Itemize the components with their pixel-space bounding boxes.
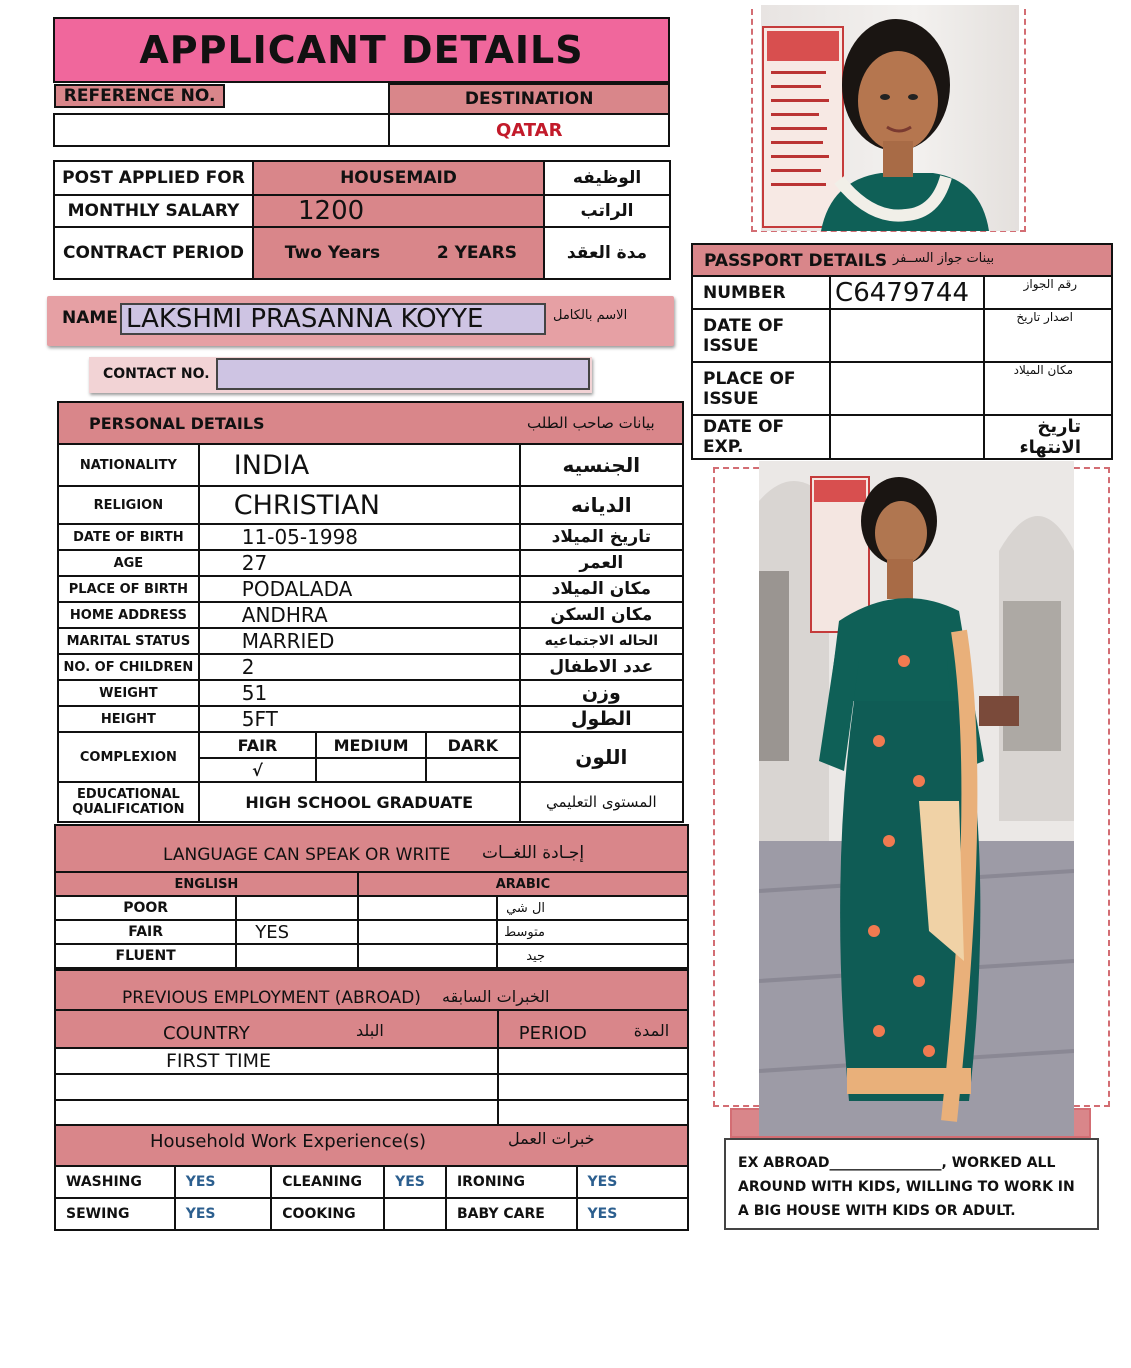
personal-row (58, 680, 683, 706)
education-label: EDUCATIONAL QUALIFICATION (58, 782, 199, 822)
personal-row-ar: مكان الميلاد (520, 576, 683, 602)
personal-row (58, 486, 683, 524)
name-ar: الاسم بالكامل (553, 308, 628, 323)
language-arabic-label: ال شي (497, 896, 688, 920)
personal-header (57, 401, 684, 445)
language-row (55, 920, 688, 944)
language-table (54, 871, 689, 969)
name-bar (47, 296, 674, 346)
passport-title: PASSPORT DETAILS (704, 251, 888, 271)
contact-label: CONTACT NO. (103, 366, 210, 382)
household-task-label: COOKING (271, 1198, 384, 1230)
employment-country-ar: البلد (356, 1021, 384, 1040)
employment-country-label: COUNTRY (163, 1023, 250, 1044)
personal-row-ar: الحاله الاجتماعيه (520, 628, 683, 654)
contract-value-2: 2 YEARS (411, 227, 544, 279)
complexion-dark: DARK (426, 732, 520, 758)
personal-row-value: CHRISTIAN (199, 486, 520, 524)
passport-issue-place-label: PLACE OF ISSUE (692, 362, 830, 415)
language-arabic-value (358, 944, 497, 968)
employment-title: PREVIOUS EMPLOYMENT (ABROAD) (122, 988, 421, 1008)
employment-period-value (498, 1048, 688, 1074)
household-task-value (384, 1198, 446, 1230)
household-task-value: YES (577, 1166, 688, 1198)
post-value: HOUSEMAID (253, 161, 544, 195)
complexion-medium: MEDIUM (316, 732, 426, 758)
language-english-value (236, 896, 358, 920)
personal-row (58, 576, 683, 602)
passport-issue-date-ar: اصدار تاريخ (984, 309, 1112, 362)
language-title-ar: إجـادة اللغــات (482, 843, 585, 863)
passport-issue-place-value (830, 362, 984, 415)
language-arabic-header: ARABIC (358, 872, 688, 896)
household-table (54, 1165, 689, 1231)
name-label: NAME (62, 308, 118, 328)
personal-row (58, 524, 683, 550)
personal-row-label: HOME ADDRESS (58, 602, 199, 628)
passport-title-ar: بينات جواز الســفر (893, 251, 995, 266)
personal-row-value: 5FT (199, 706, 520, 732)
complexion-fair-mark: √ (199, 758, 316, 782)
personal-row (58, 706, 683, 732)
language-row (55, 944, 688, 968)
passport-number-label: NUMBER (692, 276, 830, 309)
household-task-value: YES (577, 1198, 688, 1230)
passport-table (691, 275, 1113, 460)
language-arabic-label: متوسط (497, 920, 688, 944)
education-value: HIGH SCHOOL GRADUATE (199, 782, 520, 822)
language-level: FAIR (55, 920, 236, 944)
personal-row-value: MARRIED (199, 628, 520, 654)
contact-bar (89, 357, 592, 393)
passport-issue-place-ar: مكان الميلاد (984, 362, 1112, 415)
full-photo (759, 461, 1074, 1136)
household-task-value: YES (175, 1198, 272, 1230)
personal-row (58, 602, 683, 628)
employment-period-label: PERIOD (518, 1023, 587, 1044)
household-row (55, 1198, 688, 1230)
household-header (54, 1124, 689, 1167)
salary-value: 1200 (253, 195, 544, 227)
passport-exp-value (830, 415, 984, 459)
employment-row (55, 1074, 688, 1100)
passport-number-ar: رقم الجواز (984, 276, 1112, 309)
education-ar: المستوى التعليمي (520, 782, 683, 822)
name-field[interactable]: LAKSHMI PRASANNA KOYYE (120, 303, 546, 335)
contact-field[interactable] (216, 358, 590, 390)
destination-label: DESTINATION (389, 84, 669, 114)
complexion-dark-mark (426, 758, 520, 782)
post-label: POST APPLIED FOR (54, 161, 253, 195)
employment-country-value (55, 1074, 498, 1100)
personal-row-ar: الطول (520, 706, 683, 732)
household-task-label: WASHING (55, 1166, 175, 1198)
language-english-value (236, 944, 358, 968)
personal-row (58, 550, 683, 576)
personal-row-label: AGE (58, 550, 199, 576)
personal-row-label: MARITAL STATUS (58, 628, 199, 654)
language-english-header: ENGLISH (55, 872, 358, 896)
employment-title-ar: الخبرات السابقه (442, 987, 550, 1006)
complexion-ar: اللون (520, 732, 683, 782)
personal-row-ar: وزن (520, 680, 683, 706)
portrait-illustration (761, 5, 1019, 231)
salary-label: MONTHLY SALARY (54, 195, 253, 227)
personal-row-ar: عدد الاطفال (520, 654, 683, 680)
household-title: Household Work Experience(s) (150, 1131, 427, 1152)
page-title: APPLICANT DETAILS (53, 17, 670, 83)
personal-row-value: PODALADA (199, 576, 520, 602)
personal-row-value: 2 (199, 654, 520, 680)
language-arabic-label: جيد (497, 944, 688, 968)
passport-exp-ar: تاريخ الانتهاء (984, 415, 1112, 459)
personal-row (58, 444, 683, 486)
passport-number-value: C6479744 (830, 276, 984, 309)
complexion-label: COMPLEXION (58, 732, 199, 782)
passport-exp-label: DATE OF EXP. (692, 415, 830, 459)
reference-value (54, 114, 389, 146)
employment-country-value (55, 1100, 498, 1126)
contract-value-1: Two Years (253, 227, 411, 279)
destination-value: QATAR (389, 114, 669, 146)
personal-title-ar: بيانات صاحب الطلب (527, 414, 655, 432)
personal-row-value: ANDHRA (199, 602, 520, 628)
language-english-value: YES (236, 920, 358, 944)
personal-row-label: HEIGHT (58, 706, 199, 732)
employment-row (55, 1100, 688, 1126)
personal-row-ar: الديانه (520, 486, 683, 524)
passport-issue-date-value (830, 309, 984, 362)
portrait-photo (761, 5, 1019, 231)
personal-row-ar: الجنسيه (520, 444, 683, 486)
household-title-ar: خبرات العمل (508, 1129, 595, 1148)
personal-title: PERSONAL DETAILS (89, 414, 265, 433)
personal-row-value: 27 (199, 550, 520, 576)
passport-issue-date-label: DATE OF ISSUE (692, 309, 830, 362)
post-ar: الوظيفه (544, 161, 670, 195)
personal-row (58, 654, 683, 680)
passport-header (691, 243, 1113, 277)
employment-period-ar: المدة (633, 1021, 670, 1040)
language-header (54, 824, 689, 871)
employment-header (54, 969, 689, 1011)
employment-table (54, 1009, 689, 1127)
language-arabic-value (358, 896, 497, 920)
personal-row-label: NATIONALITY (58, 444, 199, 486)
reference-destination-table (53, 83, 670, 147)
household-task-value: YES (175, 1166, 272, 1198)
language-title: LANGUAGE CAN SPEAK OR WRITE (163, 845, 451, 865)
reference-label: REFERENCE NO. (54, 84, 225, 108)
personal-row-label: RELIGION (58, 486, 199, 524)
contract-label: CONTRACT PERIOD (54, 227, 253, 279)
employment-country-value: FIRST TIME (55, 1048, 498, 1074)
language-row (55, 896, 688, 920)
personal-row-value: INDIA (199, 444, 520, 486)
salary-ar: الراتب (544, 195, 670, 227)
remarks-box: EX ABROAD________________, WORKED ALL AROUND WITH KIDS, WILLING TO WORK IN A BIG HOUSE WITH KIDS OR ADULT. (724, 1138, 1099, 1230)
employment-period-value (498, 1100, 688, 1126)
personal-row-ar: تاريخ الميلاد (520, 524, 683, 550)
personal-row-label: WEIGHT (58, 680, 199, 706)
language-level: FLUENT (55, 944, 236, 968)
employment-row (55, 1048, 688, 1074)
personal-row-label: NO. OF CHILDREN (58, 654, 199, 680)
personal-row-value: 51 (199, 680, 520, 706)
personal-row-ar: العمر (520, 550, 683, 576)
full-photo-illustration (759, 461, 1074, 1136)
household-task-value: YES (384, 1166, 446, 1198)
complexion-fair: FAIR (199, 732, 316, 758)
household-task-label: IRONING (446, 1166, 577, 1198)
personal-row-label: DATE OF BIRTH (58, 524, 199, 550)
personal-table (57, 443, 684, 823)
job-table (53, 160, 671, 280)
personal-row-value: 11-05-1998 (199, 524, 520, 550)
household-task-label: CLEANING (271, 1166, 384, 1198)
personal-row-label: PLACE OF BIRTH (58, 576, 199, 602)
personal-row (58, 628, 683, 654)
employment-period-value (498, 1074, 688, 1100)
contract-ar: مدة العقد (544, 227, 670, 279)
language-level: POOR (55, 896, 236, 920)
household-task-label: SEWING (55, 1198, 175, 1230)
household-row (55, 1166, 688, 1198)
personal-row-ar: مكان السكن (520, 602, 683, 628)
household-task-label: BABY CARE (446, 1198, 577, 1230)
complexion-medium-mark (316, 758, 426, 782)
language-arabic-value (358, 920, 497, 944)
